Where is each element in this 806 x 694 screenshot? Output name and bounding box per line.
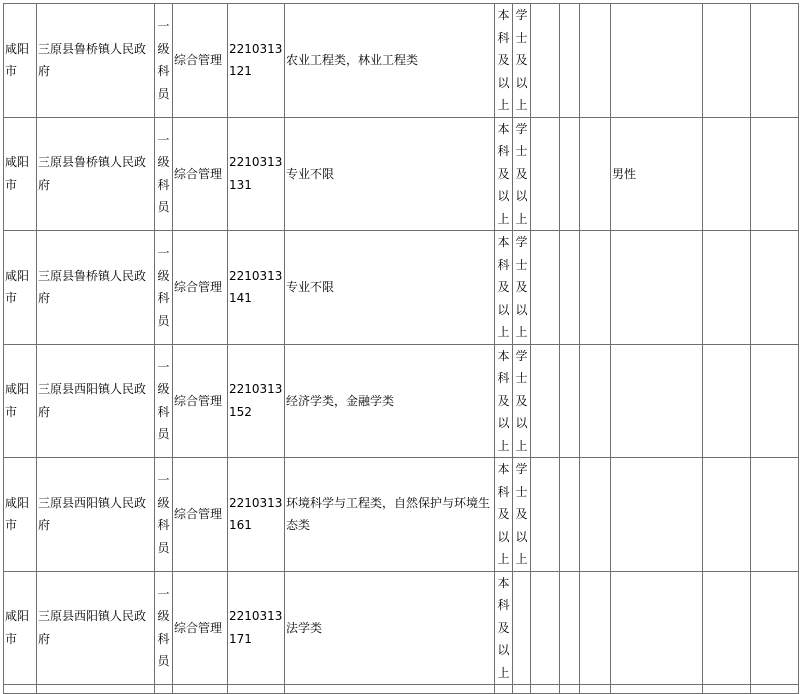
unit-cell: 三原县鲁桥镇人民政府 (37, 231, 155, 345)
degree-cell: 学士及以上 (513, 458, 531, 572)
degree-cell: 学士及以上 (513, 231, 531, 345)
empty-cell (531, 344, 560, 458)
education-cell: 本科及以上 (495, 344, 513, 458)
empty-cell (751, 344, 799, 458)
gender-cell (611, 571, 703, 685)
major-cell: 专业不限 (285, 117, 495, 231)
empty-cell (513, 685, 531, 694)
empty-cell (580, 344, 611, 458)
empty-cell (228, 685, 285, 694)
empty-cell (751, 231, 799, 345)
empty-cell (155, 685, 173, 694)
table-row (4, 344, 799, 458)
education-cell: 本科及以上 (495, 4, 513, 118)
empty-cell (531, 571, 560, 685)
code-cell: 2210313141 (228, 231, 285, 345)
city-cell: 咸阳市 (4, 458, 37, 572)
empty-cell (37, 685, 155, 694)
table-row (4, 4, 799, 118)
empty-cell (560, 571, 580, 685)
empty-cell (580, 571, 611, 685)
education-cell: 本科及以上 (495, 117, 513, 231)
gender-cell (611, 344, 703, 458)
empty-cell (560, 4, 580, 118)
empty-cell (751, 4, 799, 118)
city-cell: 咸阳市 (4, 231, 37, 345)
city-cell: 咸阳市 (4, 117, 37, 231)
degree-cell: 学士及以上 (513, 344, 531, 458)
gender-cell (611, 4, 703, 118)
code-cell: 2210313121 (228, 4, 285, 118)
empty-cell (531, 685, 560, 694)
empty-cell (4, 685, 37, 694)
empty-cell (531, 4, 560, 118)
empty-cell (580, 117, 611, 231)
position-cell: 一级科员 (155, 117, 173, 231)
table-row (4, 117, 799, 231)
position-cell: 一级科员 (155, 4, 173, 118)
empty-cell (531, 231, 560, 345)
major-cell: 法学类 (285, 571, 495, 685)
empty-cell (703, 231, 751, 345)
empty-cell (751, 458, 799, 572)
city-cell: 咸阳市 (4, 344, 37, 458)
position-cell: 一级科员 (155, 458, 173, 572)
category-cell: 综合管理 (173, 231, 228, 345)
empty-cell (703, 685, 751, 694)
position-cell: 一级科员 (155, 344, 173, 458)
empty-cell (580, 685, 611, 694)
empty-cell (703, 344, 751, 458)
category-cell: 综合管理 (173, 344, 228, 458)
gender-cell (611, 458, 703, 572)
unit-cell: 三原县西阳镇人民政府 (37, 458, 155, 572)
empty-cell (580, 231, 611, 345)
empty-cell (560, 117, 580, 231)
table-row-partial (4, 685, 799, 694)
table-row (4, 231, 799, 345)
table-row (4, 571, 799, 685)
major-cell: 专业不限 (285, 231, 495, 345)
code-cell: 2210313171 (228, 571, 285, 685)
empty-cell (560, 458, 580, 572)
degree-cell: 学士及以上 (513, 4, 531, 118)
category-cell: 综合管理 (173, 458, 228, 572)
empty-cell (285, 685, 495, 694)
education-cell: 本科及以上 (495, 231, 513, 345)
code-cell: 2210313161 (228, 458, 285, 572)
city-cell: 咸阳市 (4, 4, 37, 118)
category-cell: 综合管理 (173, 571, 228, 685)
empty-cell (703, 458, 751, 572)
position-table (3, 3, 799, 694)
table-row (4, 458, 799, 572)
degree-cell (513, 571, 531, 685)
empty-cell (531, 117, 560, 231)
education-cell: 本科及以上 (495, 458, 513, 572)
empty-cell (560, 685, 580, 694)
category-cell: 综合管理 (173, 4, 228, 118)
empty-cell (580, 4, 611, 118)
major-cell: 经济学类，金融学类 (285, 344, 495, 458)
unit-cell: 三原县鲁桥镇人民政府 (37, 117, 155, 231)
city-cell: 咸阳市 (4, 571, 37, 685)
empty-cell (611, 685, 703, 694)
empty-cell (560, 231, 580, 345)
unit-cell: 三原县西阳镇人民政府 (37, 344, 155, 458)
empty-cell (580, 458, 611, 572)
empty-cell (751, 117, 799, 231)
position-cell: 一级科员 (155, 571, 173, 685)
code-cell: 2210313152 (228, 344, 285, 458)
code-cell: 2210313131 (228, 117, 285, 231)
unit-cell: 三原县鲁桥镇人民政府 (37, 4, 155, 118)
position-cell: 一级科员 (155, 231, 173, 345)
empty-cell (560, 344, 580, 458)
education-cell: 本科及以上 (495, 571, 513, 685)
major-cell: 环境科学与工程类，自然保护与环境生态类 (285, 458, 495, 572)
category-cell: 综合管理 (173, 117, 228, 231)
empty-cell (751, 571, 799, 685)
major-cell: 农业工程类，林业工程类 (285, 4, 495, 118)
empty-cell (173, 685, 228, 694)
empty-cell (751, 685, 799, 694)
empty-cell (703, 571, 751, 685)
gender-cell (611, 231, 703, 345)
empty-cell (703, 117, 751, 231)
empty-cell (495, 685, 513, 694)
degree-cell: 学士及以上 (513, 117, 531, 231)
empty-cell (703, 4, 751, 118)
unit-cell: 三原县西阳镇人民政府 (37, 571, 155, 685)
empty-cell (531, 458, 560, 572)
gender-cell: 男性 (611, 117, 703, 231)
